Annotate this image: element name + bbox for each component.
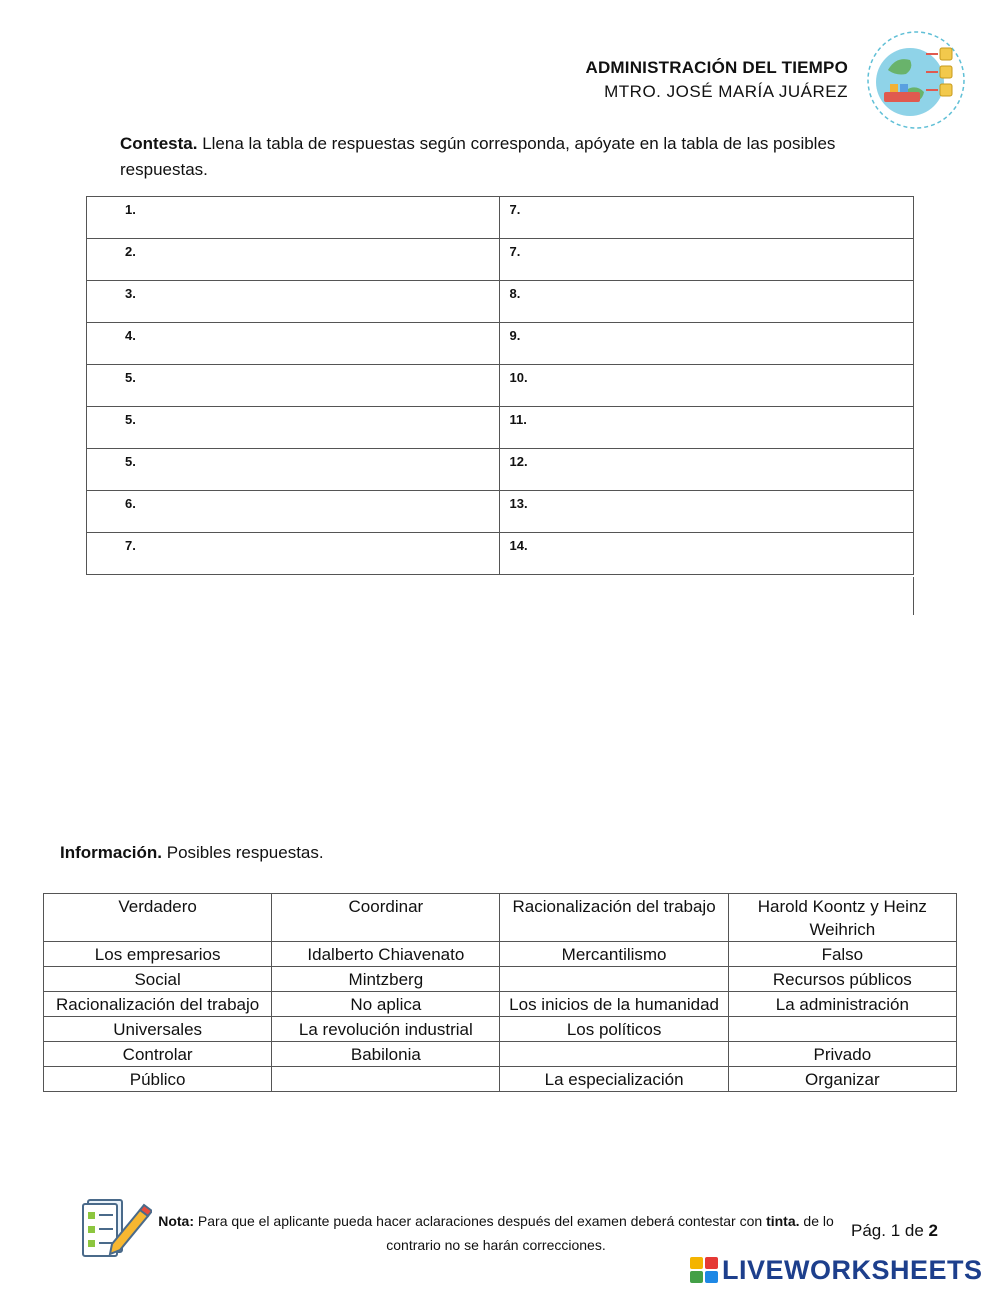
- option-cell: Mintzberg: [272, 967, 500, 992]
- option-cell: [272, 1067, 500, 1092]
- option-cell: Los empresarios: [44, 942, 272, 967]
- answer-cell[interactable]: 9.: [499, 323, 914, 365]
- instructions: [120, 131, 880, 183]
- option-cell: [728, 1017, 956, 1042]
- option-cell: [500, 1042, 728, 1067]
- options-row: [44, 992, 957, 1017]
- answer-row: [87, 449, 914, 491]
- info-text: Posibles respuestas.: [162, 843, 324, 862]
- answer-cell[interactable]: 13.: [499, 491, 914, 533]
- checklist-pencil-icon: [80, 1196, 152, 1258]
- page-number: [851, 1221, 938, 1241]
- note-end: de lo contrario no se harán correcciones.: [386, 1213, 834, 1253]
- teacher-name: MTRO. JOSÉ MARÍA JUÁREZ: [604, 82, 848, 101]
- option-cell: Falso: [728, 942, 956, 967]
- answer-cell[interactable]: 3.: [87, 281, 500, 323]
- answer-cell[interactable]: 5.: [87, 449, 500, 491]
- brand-name: LIVEWORKSHEETS: [722, 1254, 983, 1285]
- options-row: [44, 967, 957, 992]
- options-table: [43, 893, 957, 1092]
- option-cell: Controlar: [44, 1042, 272, 1067]
- document-header: [585, 58, 848, 102]
- answer-cell[interactable]: 5.: [87, 365, 500, 407]
- note-label: Nota:: [158, 1213, 195, 1229]
- option-cell: Público: [44, 1067, 272, 1092]
- option-cell: Privado: [728, 1042, 956, 1067]
- option-cell: No aplica: [272, 992, 500, 1017]
- option-cell: Racionalización del trabajo: [500, 894, 728, 942]
- option-cell: Recursos públicos: [728, 967, 956, 992]
- answer-cell[interactable]: 8.: [499, 281, 914, 323]
- option-cell: La especialización: [500, 1067, 728, 1092]
- options-row: [44, 942, 957, 967]
- option-cell: Mercantilismo: [500, 942, 728, 967]
- answer-cell[interactable]: 1.: [87, 197, 500, 239]
- answer-cell[interactable]: 6.: [87, 491, 500, 533]
- answer-row: [87, 407, 914, 449]
- answer-row: [87, 281, 914, 323]
- option-cell: Social: [44, 967, 272, 992]
- option-cell: Coordinar: [272, 894, 500, 942]
- note-text: Para que el aplicante pueda hacer aclaraciones después del examen deberá contestar con: [194, 1213, 767, 1229]
- option-cell: Racionalización del trabajo: [44, 992, 272, 1017]
- answer-cell[interactable]: 12.: [499, 449, 914, 491]
- options-row: [44, 1067, 957, 1092]
- option-cell: Los políticos: [500, 1017, 728, 1042]
- option-cell: Idalberto Chiavenato: [272, 942, 500, 967]
- globe-logistics-icon: [866, 30, 966, 130]
- table-divider: [913, 577, 914, 615]
- answer-cell[interactable]: 7.: [499, 239, 914, 281]
- answer-row: [87, 365, 914, 407]
- answer-cell[interactable]: 7.: [87, 533, 500, 575]
- answer-row: [87, 239, 914, 281]
- options-row: [44, 894, 957, 942]
- option-cell: Los inicios de la humanidad: [500, 992, 728, 1017]
- option-cell: Verdadero: [44, 894, 272, 942]
- option-cell: La revolución industrial: [272, 1017, 500, 1042]
- info-heading: [60, 843, 324, 863]
- answer-row: [87, 197, 914, 239]
- answer-table: [86, 196, 914, 575]
- answer-cell[interactable]: 2.: [87, 239, 500, 281]
- answer-cell[interactable]: 4.: [87, 323, 500, 365]
- answer-row: [87, 323, 914, 365]
- options-row: [44, 1017, 957, 1042]
- answer-cell[interactable]: 5.: [87, 407, 500, 449]
- option-cell: La administración: [728, 992, 956, 1017]
- liveworksheets-brand[interactable]: [690, 1254, 983, 1286]
- options-row: [44, 1042, 957, 1067]
- answer-cell[interactable]: 14.: [499, 533, 914, 575]
- page-prefix: Pág. 1 de: [851, 1221, 929, 1240]
- option-cell: Harold Koontz y Heinz Weihrich: [728, 894, 956, 942]
- option-cell: [500, 967, 728, 992]
- answer-cell[interactable]: 10.: [499, 365, 914, 407]
- answer-row: [87, 533, 914, 575]
- info-label: Información.: [60, 843, 163, 862]
- option-cell: Babilonia: [272, 1042, 500, 1067]
- page-total: 2: [928, 1221, 938, 1240]
- option-cell: Universales: [44, 1017, 272, 1042]
- answer-row: [87, 491, 914, 533]
- course-title: ADMINISTRACIÓN DEL TIEMPO: [585, 58, 848, 77]
- instructions-label: Contesta.: [120, 134, 198, 153]
- answer-cell[interactable]: 11.: [499, 407, 914, 449]
- answer-cell[interactable]: 7.: [499, 197, 914, 239]
- footer-note: [156, 1209, 836, 1257]
- instructions-text: Llena la tabla de respuestas según corresponda, apóyate en la tabla de las posibles respuestas.: [120, 134, 836, 179]
- option-cell: Organizar: [728, 1067, 956, 1092]
- note-bold: tinta.: [766, 1213, 800, 1229]
- liveworksheets-logo-icon: [690, 1257, 718, 1283]
